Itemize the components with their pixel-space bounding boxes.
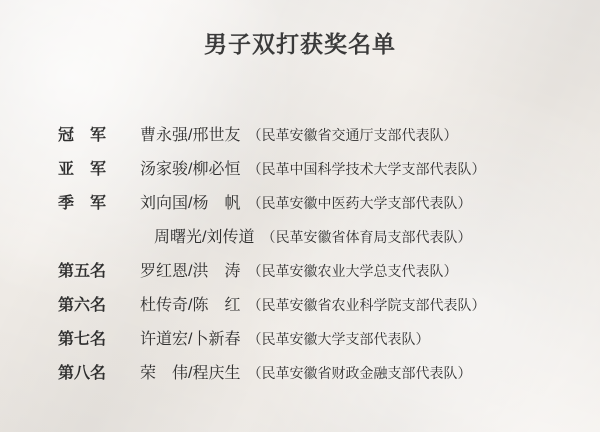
team-name: （民革安徽农业大学总支代表队） <box>247 263 458 279</box>
list-item <box>0 258 600 292</box>
list-item <box>0 326 600 360</box>
team-name: （民革安徽省体育局支部代表队） <box>261 229 472 245</box>
winner-names: 刘向国/杨 帆 <box>140 195 241 212</box>
rank-label: 第五名 <box>58 263 107 280</box>
rank-label: 亚 军 <box>58 161 107 178</box>
winner-names: 荣 伟/程庆生 <box>140 365 241 382</box>
team-name: （民革安徽大学支部代表队） <box>247 331 430 347</box>
list-item <box>0 292 600 326</box>
team-name: （民革安徽省财政金融支部代表队） <box>247 365 472 381</box>
winner-names: 曹永强/邢世友 <box>140 127 241 144</box>
winner-names: 许道宏/卜新春 <box>140 331 241 348</box>
list-item <box>0 224 600 258</box>
list-item <box>0 156 600 190</box>
team-name: （民革安徽中医药大学支部代表队） <box>247 195 472 211</box>
list-item <box>0 190 600 224</box>
award-list <box>0 122 600 394</box>
page-title: 男子双打获奖名单 <box>204 31 396 57</box>
list-item <box>0 122 600 156</box>
rank-label: 第六名 <box>58 297 107 314</box>
rank-label: 第八名 <box>58 365 107 382</box>
rank-label: 第七名 <box>58 331 107 348</box>
list-item <box>0 360 600 394</box>
rank-label: 季 军 <box>58 195 107 212</box>
winner-names: 杜传奇/陈 红 <box>140 297 241 314</box>
winner-names: 汤家骏/柳必恒 <box>140 161 241 178</box>
rank-label: 冠 军 <box>58 127 107 144</box>
winner-names: 周曙光/刘传道 <box>154 229 255 246</box>
team-name: （民革安徽省农业科学院支部代表队） <box>247 297 486 313</box>
winner-names: 罗红恩/洪 涛 <box>140 263 241 280</box>
team-name: （民革中国科学技术大学支部代表队） <box>247 161 486 177</box>
team-name: （民革安徽省交通厅支部代表队） <box>247 127 458 143</box>
